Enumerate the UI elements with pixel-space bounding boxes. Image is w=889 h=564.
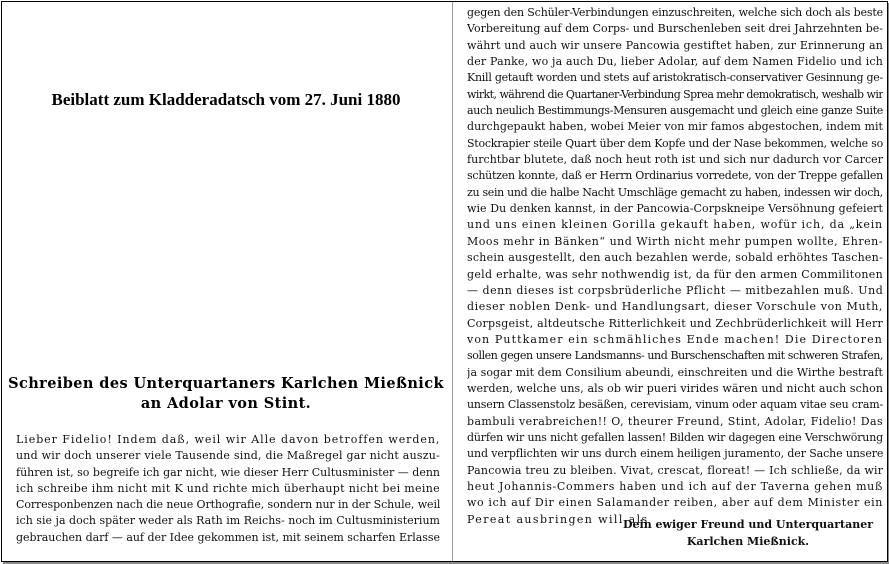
- text-line: wirkt, während die Quartaner-Verbindung Sprea mehr demokratisch, weshalb wir: [467, 87, 883, 101]
- text-line: ich sie ja doch später weder als Rath im Reichs- noch im Cultusministerium: [16, 514, 440, 528]
- signature-line-2: Karlchen Mießnick.: [686, 535, 810, 548]
- text-line: und verpflichten wir uns durch einem heiligen juramento, der Sache unsere: [467, 447, 883, 461]
- text-line: Lieber Fidelio! Indem daß, weil wir Alle davon betroffen werden,: [16, 433, 440, 446]
- text-line: Knill getauft worden und stets auf aristokratisch-conservativer Gesinnung ge-: [467, 71, 883, 85]
- text-line: Stockrapier steile Quart über dem Kopfe und der Nase bekommen, welche so: [467, 136, 883, 150]
- text-line: Pereat ausbringen will als: [467, 512, 649, 526]
- right-column: [452, 2, 888, 561]
- letter-heading: [2, 374, 450, 414]
- text-line: Moos mehr in Bänken“ und Wirth nicht mehr pumpen wollte, Ehren-: [467, 234, 883, 248]
- text-line: Corresponbenzen nach die neue Orthografie, sondern nur in der Schule, weil: [16, 498, 440, 512]
- text-line: und wir doch unserer viele Tausende sind, die Maßregel gar nicht auszu-: [16, 449, 440, 463]
- text-line: schein ausgestellt, den auch bezahlen werde, sobald erhöhtes Taschen-: [467, 251, 883, 265]
- text-line: wo ich auf Dir einen Salamander reiben, aber auf dem Minister ein: [467, 496, 883, 510]
- text-line: auch neulich Bestimmungs-Mensuren ausgemacht und gleich eine ganze Suite: [467, 104, 883, 118]
- text-line: führen ist, so begreife ich gar nicht, wie dieser Herr Cultusminister — denn: [16, 465, 440, 479]
- left-column: [2, 2, 450, 561]
- text-line: Vorbereitung auf dem Corps- und Burschenleben seit drei Jahrzehnten be-: [467, 22, 883, 36]
- text-line: dieser noblen Denk- und Handlungsart, dieser Vorschule von Muth,: [467, 300, 883, 314]
- text-line: wie Du denken kannst, in der Pancowia-Corpskneipe Versöhnung gefeiert: [467, 202, 883, 216]
- text-line: ich schreibe ihm nicht mit K und richte mich überhaupt nicht bei meine: [16, 481, 440, 495]
- text-line: furchtbar blutete, daß noch heut roth ist und sich nur dadurch vor Carcer: [467, 153, 883, 167]
- text-line: währt und auch wir unsere Pancowia gestiftet haben, zur Erinnerung an: [467, 38, 883, 52]
- text-line: dürfen wir uns nicht gefallen lassen! Bilden wir dagegen eine Verschwörung: [467, 430, 883, 444]
- text-line: Corpsgeist, altdeutsche Ritterlichkeit und Zechbrüderlichkeit will Herr: [467, 316, 883, 330]
- heading-line-1: Schreiben des Unterquartaners Karlchen Mießnick: [8, 375, 444, 392]
- letter-body-right: [467, 5, 883, 528]
- heading-line-2: an Adolar von Stint.: [140, 395, 312, 412]
- text-line: sollen gegen unsere Landsmanns- und Burschenschaften mit schweren Strafen,: [467, 349, 883, 363]
- newspaper-clipping: [1, 1, 888, 562]
- text-line: der Panke, wo ja auch Du, lieber Adolar, auf dem Namen Fidelio und ich: [467, 55, 883, 69]
- signature-block: [613, 516, 883, 550]
- text-line: werden, welche uns, als ob wir pueri virides wären und nicht auch schon: [467, 381, 883, 395]
- text-line: — denn dieses ist corpsbrüderliche Pflicht — mitbezahlen muß. Und: [467, 283, 883, 297]
- text-line: heut Johannis-Commers haben und ich auf der Taverna gehen muß: [467, 479, 883, 493]
- text-line: durchgepaukt haben, wobei Meier von mir famos abgestochen, indem mit: [467, 120, 883, 134]
- text-line: gegen den Schüler-Verbindungen einzuschreiten, welche sich doch als beste: [467, 6, 883, 19]
- signature-line-1: Dein ewiger Freund und Unterquartaner: [622, 518, 874, 531]
- text-line: gebrauchen darf — auf der Idee gekommen ist, mit seinem scharfen Erlasse: [16, 530, 440, 544]
- text-line: ja sogar mit dem Consilium abeundi, einschreiten und die Wirthe bestraft: [467, 365, 883, 379]
- text-line: bambuli verabreichen!! O, theurer Freund, Stint, Adolar, Fidelio! Das: [467, 414, 883, 428]
- text-line: geld erhalte, was sehr nothwendig ist, da für den armen Commilitonen: [467, 267, 883, 281]
- supplement-banner: Beiblatt zum Kladderadatsch vom 27. Juni 1880: [51, 90, 401, 109]
- letter-body-left: [16, 432, 440, 546]
- text-line: unsern Classenstolz besäßen, cerevisiam, vinum oder aquam vitae seu cram-: [467, 398, 883, 412]
- text-line: und uns einen kleinen Gorilla gekauft haben, wofür ich, da „kein: [467, 218, 883, 232]
- text-line: von Puttkamer ein schmähliches Ende machen! Die Directoren: [467, 332, 883, 346]
- text-line: Pancowia treu zu bleiben. Vivat, crescat, floreat! — Ich schließe, da wir: [467, 463, 883, 477]
- text-line: schützen konnte, daß er Herrn Ordinarius vorredete, von der Treppe gefallen: [467, 169, 883, 183]
- text-line: zu sein und die halbe Nacht Umschläge gemacht zu haben, indessen wir doch,: [467, 185, 883, 199]
